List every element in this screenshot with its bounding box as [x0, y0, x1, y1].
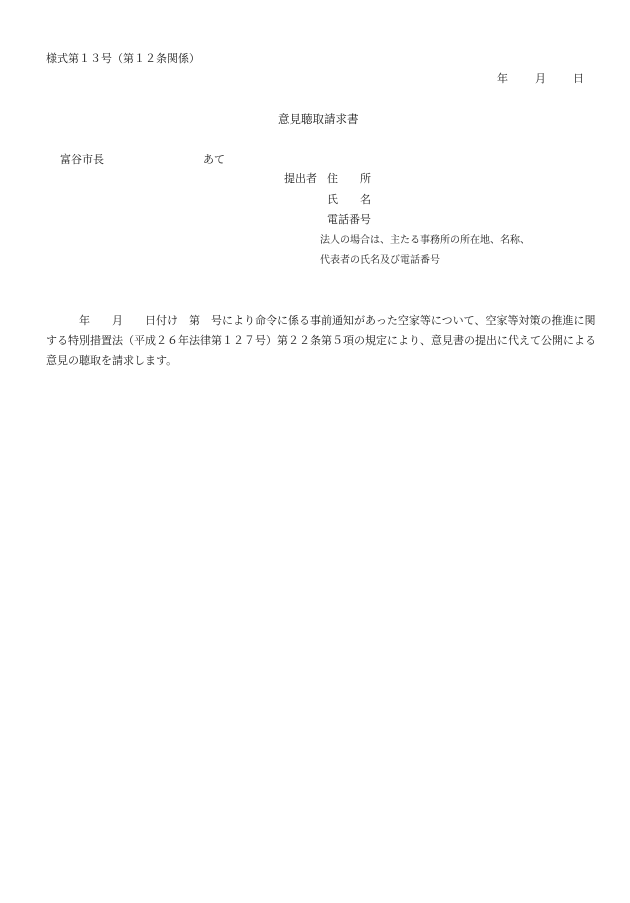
addressee-suffix: あて	[203, 153, 225, 166]
addressee-name: 富谷市長	[60, 153, 104, 166]
request-body	[46, 311, 596, 371]
corporate-note-line2: 代表者の氏名及び電話番号	[320, 255, 440, 266]
year-label: 年	[497, 72, 508, 85]
form-number: 様式第１３号（第１２条関係）	[46, 52, 200, 65]
date-line	[497, 72, 584, 86]
body-line-3: 意見の聴取を請求します。	[46, 354, 178, 367]
month-label: 月	[535, 72, 546, 85]
day-label: 日	[573, 72, 584, 85]
body-line-1: 年 月 日付け 第 号により命令に係る事前通知があった空家等について、空家等対策の推進に関	[46, 314, 596, 327]
name-label: 氏 名	[327, 193, 371, 206]
phone-label: 電話番号	[327, 213, 371, 226]
address-label: 住 所	[327, 172, 371, 185]
submitter-label: 提出者	[284, 172, 317, 185]
corporate-note-line1: 法人の場合は、主たる事務所の所在地、名称、	[320, 235, 530, 246]
body-line-2: する特別措置法（平成２６年法律第１２７号）第２２条第５項の規定により、意見書の提出に代えて公開による	[46, 334, 596, 347]
document-title: 意見聴取請求書	[278, 112, 359, 126]
